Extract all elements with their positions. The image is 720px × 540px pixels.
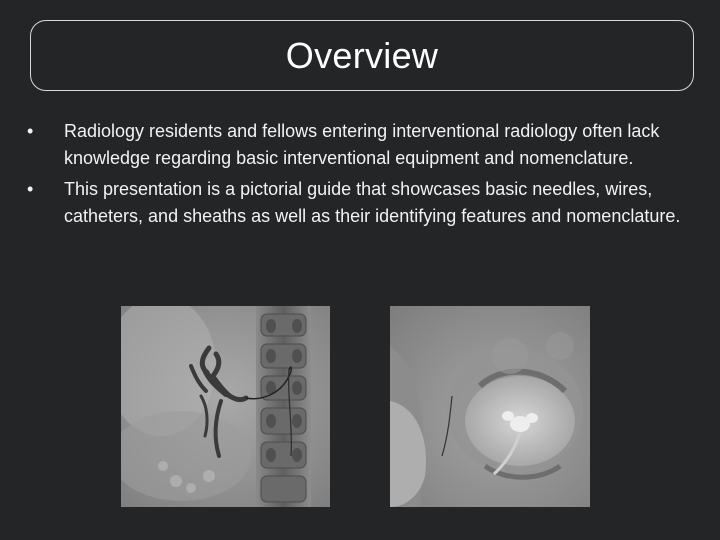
bullet-text: Radiology residents and fellows entering interventional radiology often lack knowledge regarding basic interventional equipment and nomenclature. <box>64 121 660 168</box>
pelvis-xray-graphic <box>390 306 590 507</box>
bullet-text: This presentation is a pictorial guide that showcases basic needles, wires, catheters, and sheaths as well as their identifying features and nomenclature. <box>64 179 681 226</box>
slide-title: Overview <box>285 34 439 76</box>
fluoroscopy-image-pelvis <box>390 306 590 507</box>
fluoroscopy-image-renal <box>121 306 330 507</box>
title-box <box>30 20 694 91</box>
bullet-item <box>27 118 697 172</box>
bullet-marker: • <box>27 121 34 141</box>
renal-xray-graphic <box>121 306 330 507</box>
bullet-item <box>27 176 697 230</box>
bullet-list <box>27 118 697 234</box>
bullet-marker: • <box>27 179 34 199</box>
